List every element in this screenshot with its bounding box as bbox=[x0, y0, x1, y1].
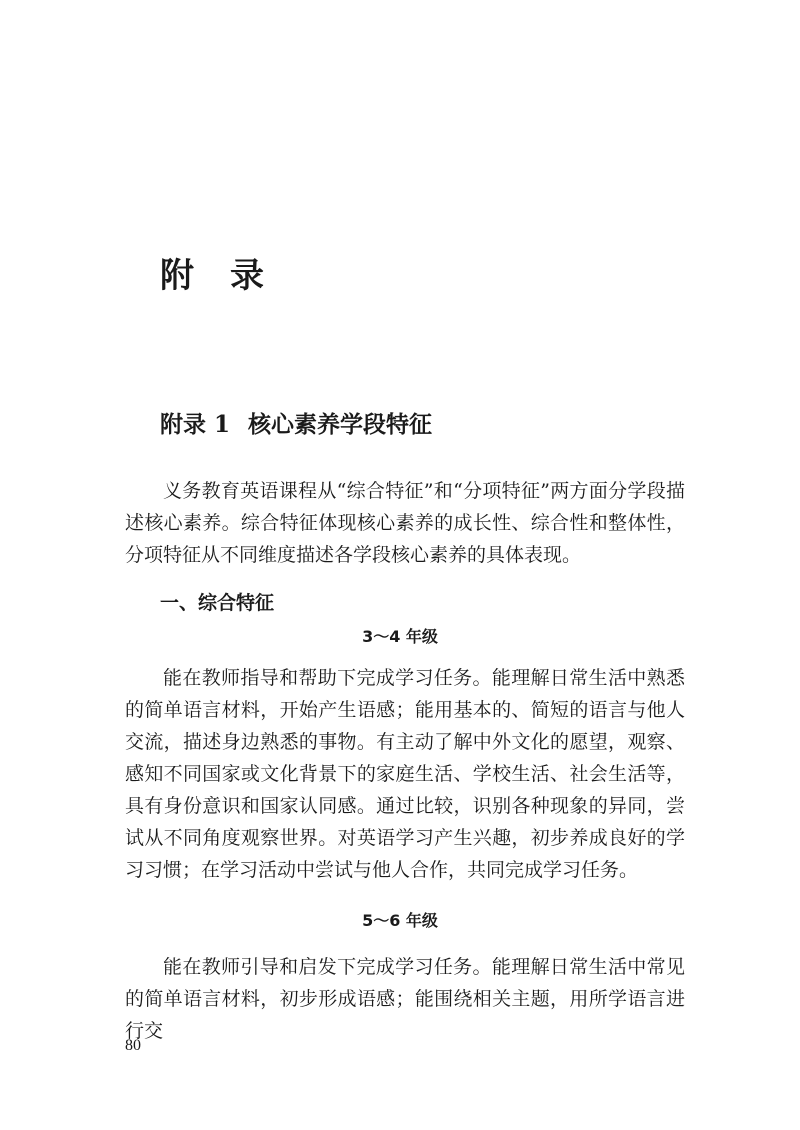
grade-5-6-paragraph: 能在教师引导和启发下完成学习任务。能理解日常生活中常见的简单语言材料，初步形成语感；能围绕相关主题，用所学语言进行交 bbox=[125, 956, 685, 1042]
appendix-title: 核心素养学段特征 bbox=[248, 411, 433, 438]
appendix-number: 附录 1 bbox=[160, 411, 231, 438]
appendix-heading bbox=[160, 408, 432, 442]
grade-heading-5-6: 5～6 年级 bbox=[362, 911, 438, 930]
grade-3-4-paragraph: 能在教师指导和帮助下完成学习任务。能理解日常生活中熟悉的简单语言材料，开始产生语感；能用基本的、简短的语言与他人交流，描述身边熟悉的事物。有主动了解中外文化的愿望，观察、感知不同国家或文化背景下的家庭生活、学校生活、社会生活等，具有身份意识和国家认同感。通过比较，识别各种现象的异同，尝试从不同角度观察世界。对英语学习产生兴趣，初步养成良好的学习习惯；在学习活动中尝试与他人合作，共同完成学习任务。 bbox=[125, 667, 685, 881]
page-number: 80 bbox=[125, 1037, 141, 1054]
section-heading: 一、综合特征 bbox=[160, 592, 275, 614]
grade-heading-3-4: 3～4 年级 bbox=[362, 627, 438, 646]
intro-paragraph: 义务教育英语课程从“综合特征”和“分项特征”两方面分学段描述核心素养。综合特征体现核心素养的成长性、综合性和整体性，分项特征从不同维度描述各学段核心素养的具体表现。 bbox=[125, 480, 685, 566]
page-title: 附录 bbox=[160, 256, 300, 296]
